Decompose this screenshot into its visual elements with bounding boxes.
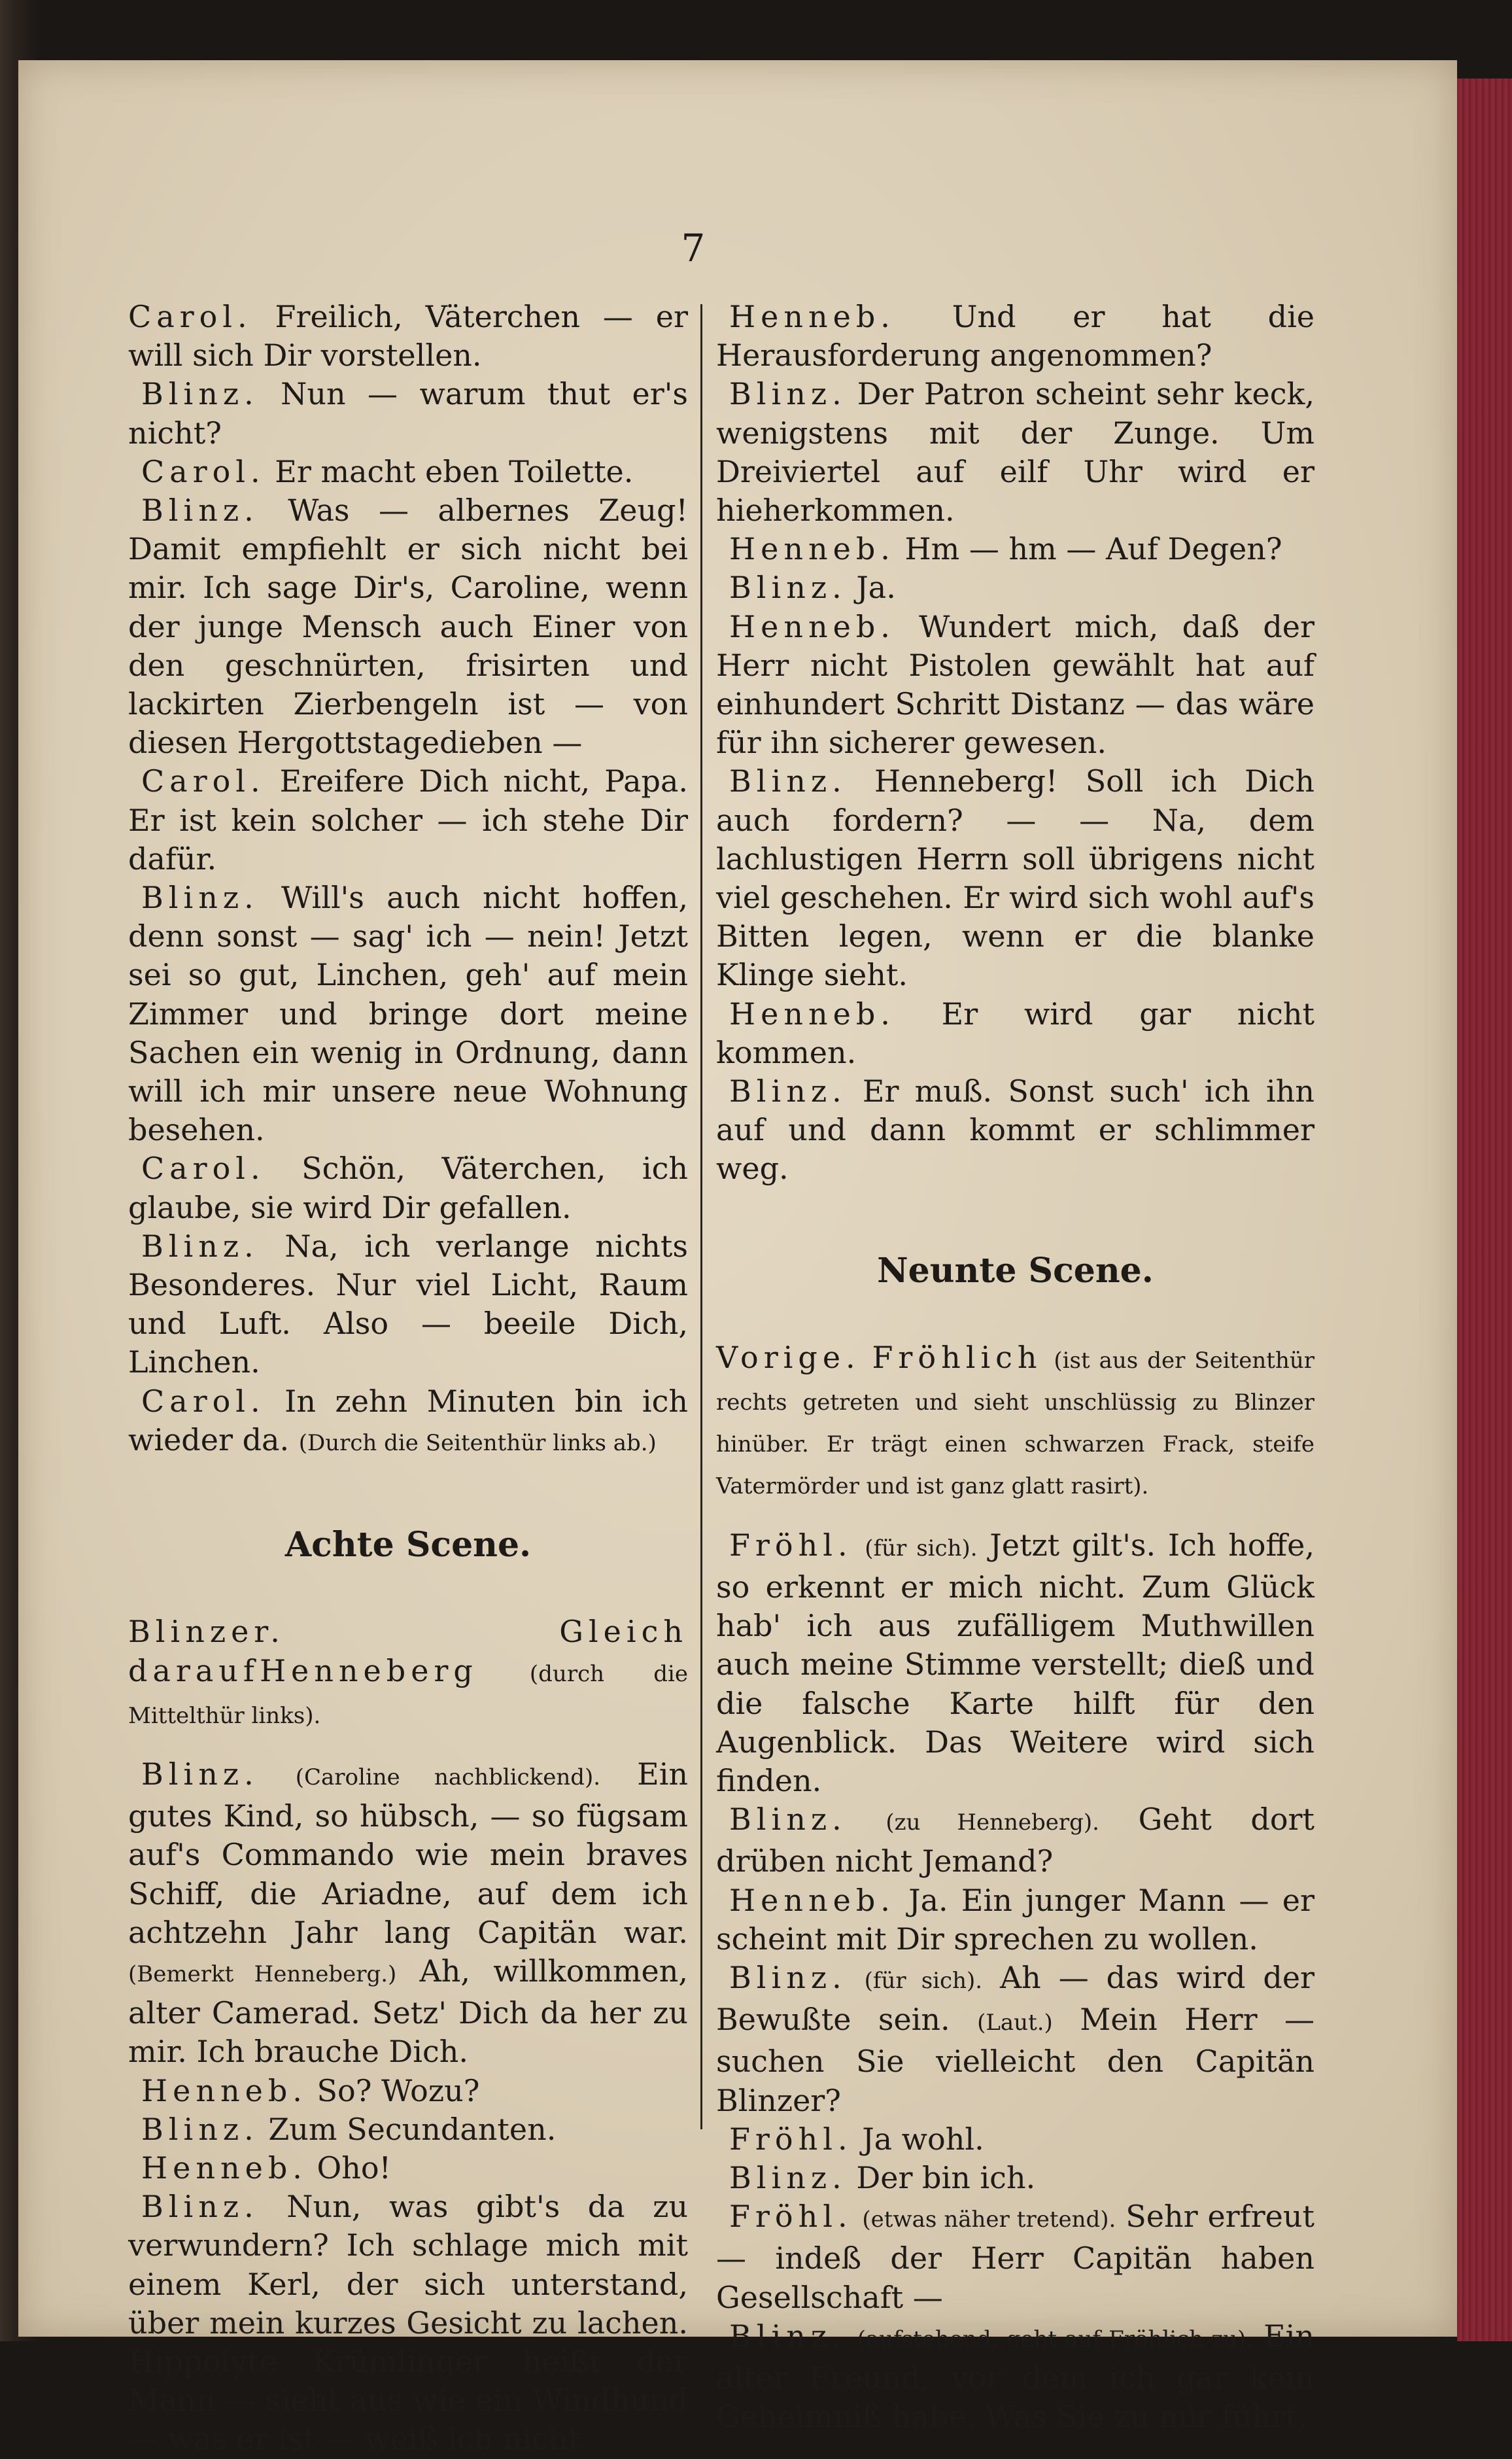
scene-heading: Neunte Scene. [877,1250,1154,1291]
speech-text: Ja. [856,570,896,606]
speech-text: Freilich, Väterchen — er will sich Dir vorstellen. [128,299,689,374]
speech-text: Mein Herr — suchen Sie vielleicht den Capitän Blinzer? [716,2002,1314,2118]
speech-text: Ah, willkommen, alter Camerad. Setz' Dich da her zu mir. Ich brauche Dich. [128,1953,688,2070]
speech-text: Sehr erfreut — indeß der Herr Capitän haben Gesellschaft — [716,2199,1314,2315]
cast-list [128,1613,688,1735]
speech [128,1227,688,1382]
speaker: Fröhl. [729,2121,853,2157]
speaker: Blinz. [729,1959,847,1995]
speaker: Blinz. [729,376,847,412]
speech [716,2197,1314,2317]
speech [128,1755,688,2072]
speech-text: Der Patron scheint sehr keck, wenigstens mit der Zunge. Um Dreiviertel auf eilf Uhr wird er hieherkommen. [716,376,1315,529]
speech [716,1959,1314,2120]
cast-name: Fröhlich [872,1339,1042,1375]
speech-text: Nun, was gibt's da zu verwundern? Ich schlage mich mit einem Kerl, der sich unterstand, über mein kurzes Gesicht zu lachen. Hippolyte Krümlinger heißt der Mann — sieht aus wie ein Windhund — was er ist — weiß ich nicht. [128,2189,689,2457]
speech-text: Ah — das wird der Bewußte sein. [716,1959,1315,2038]
speech [716,2159,1314,2197]
speech [128,2072,688,2110]
speaker: Henneb. [141,2150,307,2186]
speech [128,879,688,1149]
speaker: Blinz. [141,376,259,412]
speaker: Henneb. [729,1882,895,1918]
speech-text: Henneberg! Soll ich Dich auch fordern? — — Na, dem lachlustigen Herrn soll übrigens nicht viel geschehen. Er wird sich wohl auf's Bitten legen, wenn er die blanke Klinge sieht. [716,763,1315,993]
stage-direction: (Laut.) [977,2010,1053,2036]
speaker: Henneb. [729,299,895,334]
speech-text: Ja wohl. [862,2121,984,2157]
speech-text: Hm — hm — Auf Degen? [904,531,1282,567]
speech [716,762,1314,994]
stage-direction: (Durch die Seitenthür links ab.) [298,1429,657,1456]
speaker: Blinz. [141,1228,259,1264]
speech-text: Was — albernes Zeug! Damit empfiehlt er sich nicht bei mir. Ich sage Dir's, Caroline, wenn der junge Mensch auch Einer von den geschnürten, frisirten und lackirten Zierbengeln ist — von diesen Hergottstagedieben — [128,493,689,761]
speech-text: Nun — warum thut er's nicht? [128,376,689,451]
speaker: Henneb. [729,531,895,567]
speaker: Fröhl. [729,1527,853,1563]
speech [128,2110,688,2149]
speaker: Blinz. [141,2111,259,2147]
speech [128,491,688,762]
speaker: Carol. [141,453,266,489]
left-column [128,298,688,2459]
speech [128,375,688,452]
speaker: Carol. [141,1383,266,1419]
speech-text: Er wird gar nicht kommen. [716,996,1315,1070]
speech-text: Ein alter Freund, vor dem ich gar kein Geheimniß habe. Was Sie zu mir führt, [716,2318,1314,2435]
cast-text: Vorige. [716,1339,861,1375]
stage-direction: (aufstehend, geht auf Fröhlich zu). [857,2326,1254,2352]
speech-text: Will's auch nicht hoffen, denn sonst — sag' ich — nein! Jetzt sei so gut, Linchen, geh' auf mein Zimmer und bringe dort meine Sachen ein wenig in Ordnung, dann will ich mir unsere neue Wohnung besehen. [128,880,688,1148]
stage-direction: (Bemerkt Henneberg.) [128,1961,397,1987]
speaker: Blinz. [729,2159,847,2195]
stage-direction: (für sich). [864,1967,983,1994]
speech [716,1526,1314,1800]
speaker: Henneb. [141,2072,307,2108]
speech-text: Ja. Ein junger Mann — er scheint mit Dir sprechen zu wollen. [716,1882,1314,1957]
speech-text: Zum Secundanten. [268,2111,557,2147]
speaker: Henneb. [729,608,895,644]
speech [128,1382,688,1463]
speaker: Blinz. [141,1756,259,1792]
speaker: Blinz. [141,880,259,916]
speech [128,762,688,879]
speech-text: Na, ich verlange nichts Besonderes. Nur viel Licht, Raum und Luft. Also — beeile Dich, Linchen. [128,1228,688,1380]
cast-list [716,1338,1314,1507]
speech [716,2317,1314,2437]
speech [128,453,688,491]
speech [716,1800,1314,1881]
speech [716,1072,1314,1189]
speech-text: Der bin ich. [856,2159,1036,2195]
speaker: Blinz. [729,570,847,606]
speech [128,2188,688,2458]
speaker: Carol. [128,299,252,334]
speech [128,1149,688,1227]
right-column [716,298,1314,2436]
speaker: Fröhl. [729,2199,853,2235]
speaker: Blinz. [729,1073,847,1109]
speaker: Carol. [141,1151,266,1187]
speech [716,375,1314,530]
stage-direction: (zu Henneberg). [885,1809,1099,1836]
speaker: Henneb. [729,996,895,1032]
stage-direction: (etwas näher tretend). [862,2206,1116,2233]
speech [716,568,1314,607]
speech-text: Er macht eben Toilette. [275,453,634,489]
column-rule [700,304,702,2129]
speech-text: Und er hat die Herausforderung angenommen? [716,299,1315,374]
speaker: Carol. [141,763,266,799]
speech-text: In zehn Minuten bin ich wieder da. [128,1383,688,1457]
speaker: Blinz. [141,493,259,529]
speech-text: Ereifere Dich nicht, Papa. Er ist kein solcher — ich stehe Dir dafür. [128,763,689,877]
stage-direction: (Caroline nachblickend). [295,1764,601,1790]
speech [716,1881,1314,1959]
cast-name: Henneberg [259,1652,478,1688]
speech [716,530,1314,568]
speech [128,2149,688,2188]
speaker: Blinz. [729,2318,847,2354]
stage-direction: (durch die Mittelthür links). [128,1660,689,1729]
speech [128,298,688,375]
book-edge [1457,78,1512,2341]
speech [716,298,1314,375]
scene-heading: Achte Scene. [284,1525,532,1565]
speech [716,2120,1314,2159]
stage-direction: (ist aus der Seitenthür rechts getreten und sieht unschlüssig zu Blinzer hinüber. Er trägt einen schwarzen Frack, steife Vatermörder und ist ganz glatt rasirt). [716,1347,1315,1500]
speech-text: Jetzt gilt's. Ich hoffe, so erkennt er mich nicht. Zum Glück hab' ich aus zufälligem Muthwillen auch meine Stimme verstellt; dieß und die falsche Karte hilft für den Augenblick. Das Weitere wird sich finden. [716,1527,1315,1798]
page-number: 7 [681,226,706,270]
speech [716,995,1314,1072]
speech-text: So? Wozu? [317,2072,480,2108]
stage-direction: (für sich). [865,1535,978,1561]
speech-text: Wundert mich, daß der Herr nicht Pistolen gewählt hat auf einhundert Schritt Distanz — das wäre für ihn sicherer gewesen. [716,608,1315,761]
speech [716,608,1314,763]
speech-text: Ein gutes Kind, so hübsch, — so fügsam auf's Commando wie mein braves Schiff, die Ariadne, auf dem ich achtzehn Jahr lang Capitän war. [128,1756,689,1950]
speech-text: Geht dort drüben nicht Jemand? [716,1802,1315,1879]
speech-text: Er muß. Sonst such' ich ihn auf und dann kommt er schlimmer weg. [716,1073,1315,1187]
speaker: Blinz. [729,763,847,799]
speech-text: Oho! [317,2150,392,2186]
speech-text: Schön, Väterchen, ich glaube, sie wird Dir gefallen. [128,1151,689,1225]
cast-text: Blinzer. Gleich darauf [128,1614,688,1688]
speaker: Blinz. [141,2189,259,2225]
speaker: Blinz. [729,1802,847,1838]
